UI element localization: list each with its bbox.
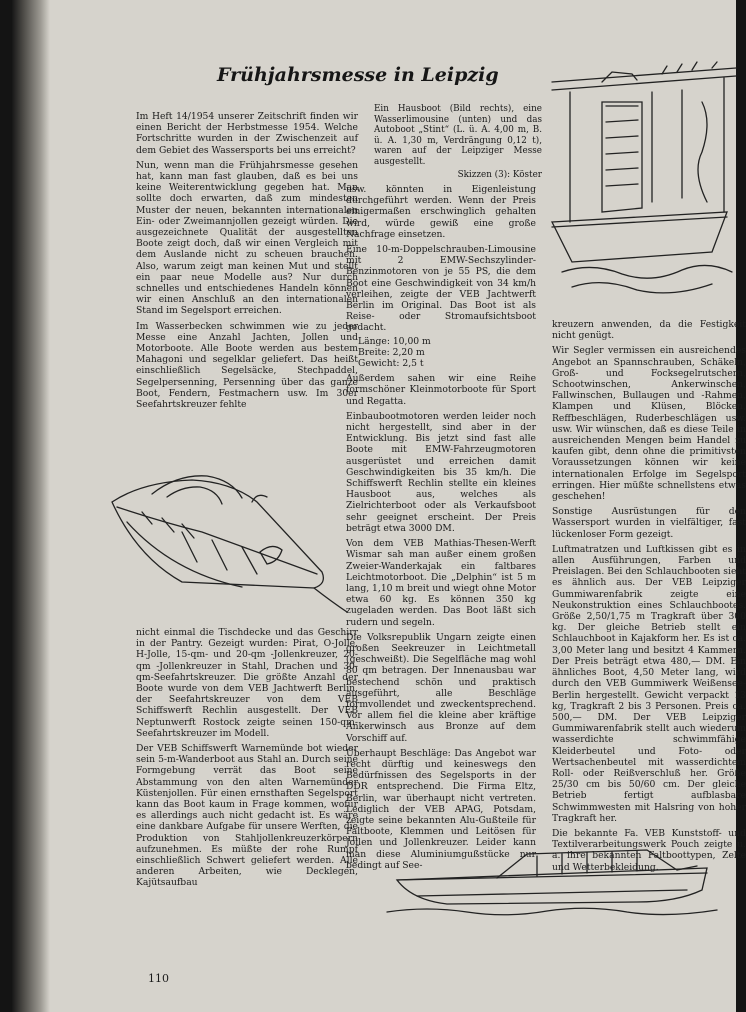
paragraph: Die bekannte Fa. VEB Kunststoff- und Textilverarbeitungswerk Pouch zeigte u. a. ihre bekannten Faltboottypen, Zelte und Wetterbekleidung. [552,827,746,873]
paragraph: Einbaubootmotoren werden leider noch nicht hergestellt, sind aber in der Entwicklung. Bis jetzt sind fast alle Boote mit EMW-Fahrzeugmotoren ausgerüstet und erreichen damit Geschwindigkeiten bis 35 km/h. Die Schiffswerft Rechlin stellte ein kleines Hausboot aus, welches als Zielrichterboot oder als Verkaufsboot sehr geeignet erscheint. Der Preis beträgt etwa 3000 DM. [346,410,536,534]
paragraph: Überhaupt Beschläge: Das Angebot war recht dürftig und keineswegs den Bedürfnissen des Segelsports in der DDR entsprechend. Die Firma Eltz, Berlin, war überhaupt nicht vertreten. Lediglich der VEB APAG, Potsdam, zeigte seine bekannten Alu-Gußteile für Faltboote, Klemmen und Leitösen für Jollen und Jollenkreuzer. Leider kann man diese Aluminiumgußstücke nur bedingt auf See- [346,747,536,871]
paragraph: Sonstige Ausrüstungen für den Wassersport wurden in vielfältiger, fast lückenloser Form gezeigt. [552,506,746,540]
paragraph: Von dem VEB Mathias-Thesen-Werft Wismar sah man außer einem großen Zweier-Wanderkajak ein faltbares Leichtmotorboot. Die „Delphin“ ist 5 m lang, 1,10 m breit und wiegt ohne Motor etwa 60 kg. Es können 350 kg zugeladen werden. Das Boot läßt sich rudern und segeln. [346,538,536,628]
column-1-top [136,111,358,410]
page-number: 110 [148,972,169,985]
sketch-wasserlimousine [377,840,732,920]
spec-weight: Gewicht: 2,5 t [358,358,424,370]
paragraph: Im Wasserbecken schwimmen wie zu jeder Messe eine Anzahl Jachten, Jollen und Motorboote. Alle Boote werden aus bestem Mahagoni und segelklar geliefert. Das heißt einschließlich Segelsäcke, Stechpaddel, Segelpersenning, Persenning über das ganze Boot, Fendern, Festmachern usw. Im 30er Seefahrtskreuzer fehlte [136,320,358,411]
column-1-bottom [136,627,358,889]
paragraph: usw. könnten in Eigenleistung durchgeführt werden. Wenn der Preis einigermaßen erschwinglich gehalten wird, würde gewiß eine große Nachfrage einsetzen. [346,184,536,240]
magazine-page [12,0,746,1012]
column-3-clip [552,319,746,873]
paragraph: Der VEB Schiffswerft Warnemünde bot wieder sein 5-m-Wanderboot aus Stahl an. Durch seine Formgebung verrät das Boot seine Abstammung von den alten Warnemünder Küstenjollen. Für einen ernsthaften Segelsport kann das Boot kaum in Frage kommen, wofür es allerdings auch nicht gedacht ist. Es wäre eine dankbare Aufgabe für unsere Werften, die Produktion von Stahljollenkreuzerkörpern aufzunehmen. Es müßte der rohe Rumpf einschließlich Schwert geliefert werden. Alle anderen Arbeiten, wie Decklegen, Kajütsaufbau [136,743,358,889]
spec-length: Länge: 10,00 m [358,335,431,347]
paragraph: Im Heft 14/1954 unserer Zeitschrift finden wir einen Bericht der Herbstmesse 1954. Welche Fortschritte wurden in der Zwischenzeit auf dem Gebiet des Wassersports bei uns erreicht? [136,111,358,156]
caption-text: Ein Hausboot (Bild rechts), eine Wasserlimousine (unten) und das Autoboot „Stint“ (L. ü. A. 4,00 m, B. ü. A. 1,30 m, Verdrängung 0,12 t), waren auf der Leipziger Messe ausgestellt. [374,104,542,167]
paragraph: Nun, wenn man die Frühjahrsmesse gesehen hat, kann man fast glauben, daß es bei uns keine Weiterentwicklung gegeben hat. Man sollte doch erwarten, daß zum mindesten Muster der neuen, bekannten internationalen Ein- oder Zweimannjollen gezeigt würden. Die ausgezeichnete Qualität der ausgestellten Boote zeigt doch, daß wir einen Vergleich mit dem Auslande nicht zu scheuen brauchen. Also, warum zeigt man keinen Mut und stellt ein paar neue Modelle aus? Nur durch schnelles und entschiedenes Handeln können wir einen Anschluß an den internationalen Stand im Segelsport erreichen. [136,159,358,317]
column-2 [346,184,536,871]
caption [374,104,542,180]
paragraph: Luftmatratzen und Luftkissen gibt es in allen Ausführungen, Farben und Preislagen. Bei den Schlauchbooten sieht es ähnlich aus. Der VEB Leipziger Gummiwarenfabrik zeigte eine Neukonstruktion eines Schlauchbootes. Größe 2,50/1,75 m Tragkraft über 300 kg. Der gleiche Betrieb stellt ein Schlauchboot in Kajakform her. Es ist ca. 3,00 Meter lang und besitzt 4 Kammern. Der Preis beträgt etwa 480,— DM. Ein ähnliches Boot, 4,50 Meter lang, wird durch den VEB Gummiwerk Weißensee-Berlin hergestellt. Gewicht verpackt 13 kg, Tragkraft 2 bis 3 Personen. Preis ca. 500,— DM. Der VEB Leipziger Gummiwarenfabrik stellt auch wiederum wasserdichte schwimmfähige Kleiderbeutel und Foto- oder Wertsachenbeutel mit wasserdichtem Roll- oder Reißverschluß her. Größe 25/30 cm bis 50/60 cm. Der gleiche Betrieb fertigt aufblasbare Schwimmwesten mit Halsring von hoher Tragkraft her. [552,543,746,824]
paragraph: nicht einmal die Tischdecke und das Geschirr in der Pantry. Gezeigt wurden: Pirat, O-Jolle, H-Jolle, 15-qm- und 20-qm -Jollenkreuzer, 20-qm -Jollenkreuzer in Stahl, Drachen und 30-qm-Seefahrtskreuzer. Die größte Anzahl der Boote wurde von dem VEB Jachtwerft Berlin, der Seefahrtskreuzer von dem VEB Schiffswerft Rechlin ausgestellt. Der VEB Neptunwerft Rostock zeigte seinen 150-qm-Seefahrtskreuzer im Modell. [136,627,358,739]
sketch-autoboot [82,462,362,622]
paragraph: Außerdem sahen wir eine Reihe formschöner Kleinmotorboote für Sport und Regatta. [346,373,536,407]
paragraph: Die Volksrepublik Ungarn zeigte einen großen Seekreuzer in Leichtmetall (geschweißt). Die Segelfläche mag wohl 80 qm betragen. Der Innenausbau war bestechend schön und praktisch ausgeführt, alle Beschläge formvollendet und zweckentsprechend. Vor allem fiel die kleine aber kräftige Ankerwinsch aus Bronze auf dem Vorschiff auf. [346,631,536,744]
paragraph: Eine 10-m-Doppelschrauben-Limousine mit 2 EMW-Sechszylinder-Benzinmotoren von je 55 PS, die dem Boot eine Geschwindigkeit von 34 km/h verleihen, zeigte der VEB Jachtwerft Berlin im Original. Das Boot ist als Reise- oder Stromaufsichtsboot gedacht. [346,244,536,334]
column-3 [552,319,746,873]
paragraph: Wir Segler vermissen ein ausreichendes Angebot an Spannschrauben, Schäkeln, Groß- und Focksegelrutschern, Schootwinschen, Ankerwinschen, Fallwinschen, Bullaugen und -Rahmen, Klampen und Klüsen, Blöcken, Reffbeschlägen, Ruderbeschlägen usw. usw. Wir wünschen, daß es diese Teile in ausreichenden Mengen beim Handel zu kaufen gibt, denn ohne die primitivsten Voraussetzungen können wir keine internationalen Erfolge im Segelsport erringen. Hier müßte schnellstens etwas geschehen! [552,345,746,503]
spec-width: Breite: 2,20 m [358,346,425,358]
article-title: Frühjahrsmesse in Leipzig [217,64,499,86]
sketch-hausboot [542,62,736,312]
caption-credit: Skizzen (3): Köster [457,169,542,180]
paragraph: kreuzern anwenden, da die Festigkeit nicht genügt. [552,319,746,342]
